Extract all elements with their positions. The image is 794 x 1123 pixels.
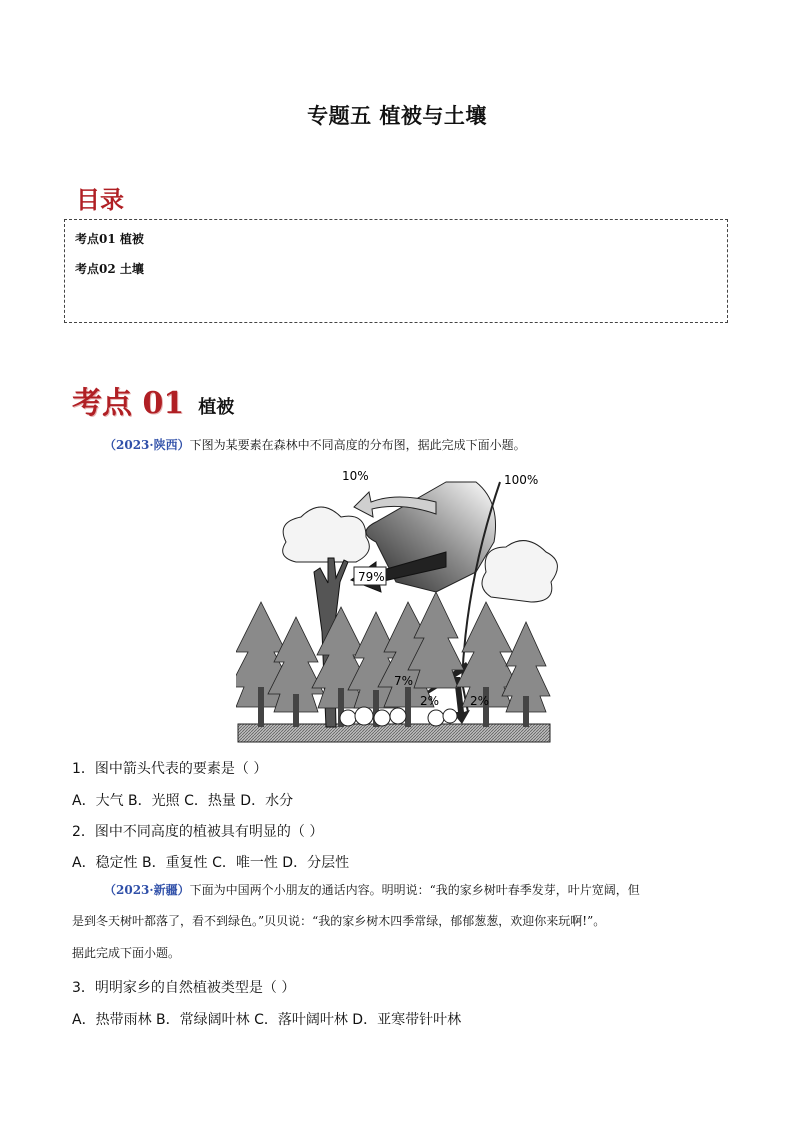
canopy-right bbox=[482, 541, 557, 602]
label-2-percent-ground: 2% bbox=[470, 694, 490, 708]
source-tag-2: （2023·新疆） bbox=[104, 883, 190, 897]
intro2-line3: 据此完成下面小题。 bbox=[72, 946, 181, 960]
section-heading bbox=[72, 378, 234, 422]
toc-heading: 目录 bbox=[76, 186, 124, 214]
shrubs bbox=[340, 707, 457, 726]
question-2-options: A．稳定性 B．重复性 C．唯一性 D．分层性 bbox=[72, 855, 350, 871]
question-1: 1．图中箭头代表的要素是（ ） bbox=[72, 761, 268, 777]
label-100-percent: 100% bbox=[504, 473, 539, 487]
source-tag: （2023·陕西） bbox=[104, 438, 190, 452]
label-79-percent: 79% bbox=[358, 570, 385, 584]
section-number: 考点 01 bbox=[72, 386, 185, 421]
canopy-left bbox=[283, 507, 370, 562]
forest-light-figure bbox=[236, 462, 558, 750]
question-3-options: A．热带雨林 B．常绿阔叶林 C．落叶阔叶林 D．亚寒带针叶林 bbox=[72, 1012, 462, 1028]
label-7-percent: 7% bbox=[394, 674, 414, 688]
intro-paragraph-2 bbox=[104, 883, 744, 899]
toc-box bbox=[64, 219, 728, 323]
question-3: 3．明明家乡的自然植被类型是（ ） bbox=[72, 980, 296, 996]
label-2-percent-understory: 2% bbox=[420, 694, 440, 708]
toc-item-soil[interactable]: 考点02 土壤 bbox=[75, 262, 144, 276]
section-name: 植被 bbox=[198, 397, 235, 418]
question-1-options: A．大气 B．光照 C．热量 D．水分 bbox=[72, 793, 294, 809]
question-2: 2．图中不同高度的植被具有明显的（ ） bbox=[72, 824, 324, 840]
intro-text: 下图为某要素在森林中不同高度的分布图，据此完成下面小题。 bbox=[189, 438, 526, 452]
ground bbox=[238, 724, 550, 742]
intro-paragraph-1 bbox=[104, 438, 526, 454]
toc-item-vegetation[interactable]: 考点01 植被 bbox=[75, 232, 144, 246]
conifer-trees bbox=[236, 592, 550, 712]
page-title: 专题五 植被与土壤 bbox=[307, 104, 487, 128]
intro2-line1: 下面为中国两个小朋友的通话内容。明明说：“我的家乡树叶春季发芽，叶片宽阔，但 bbox=[189, 883, 640, 897]
label-10-percent: 10% bbox=[342, 469, 369, 483]
intro2-line2: 是到冬天树叶都落了，看不到绿色。”贝贝说：“我的家乡树木四季常绿，郁郁葱葱，欢迎你来玩啊!”。 bbox=[72, 914, 606, 928]
